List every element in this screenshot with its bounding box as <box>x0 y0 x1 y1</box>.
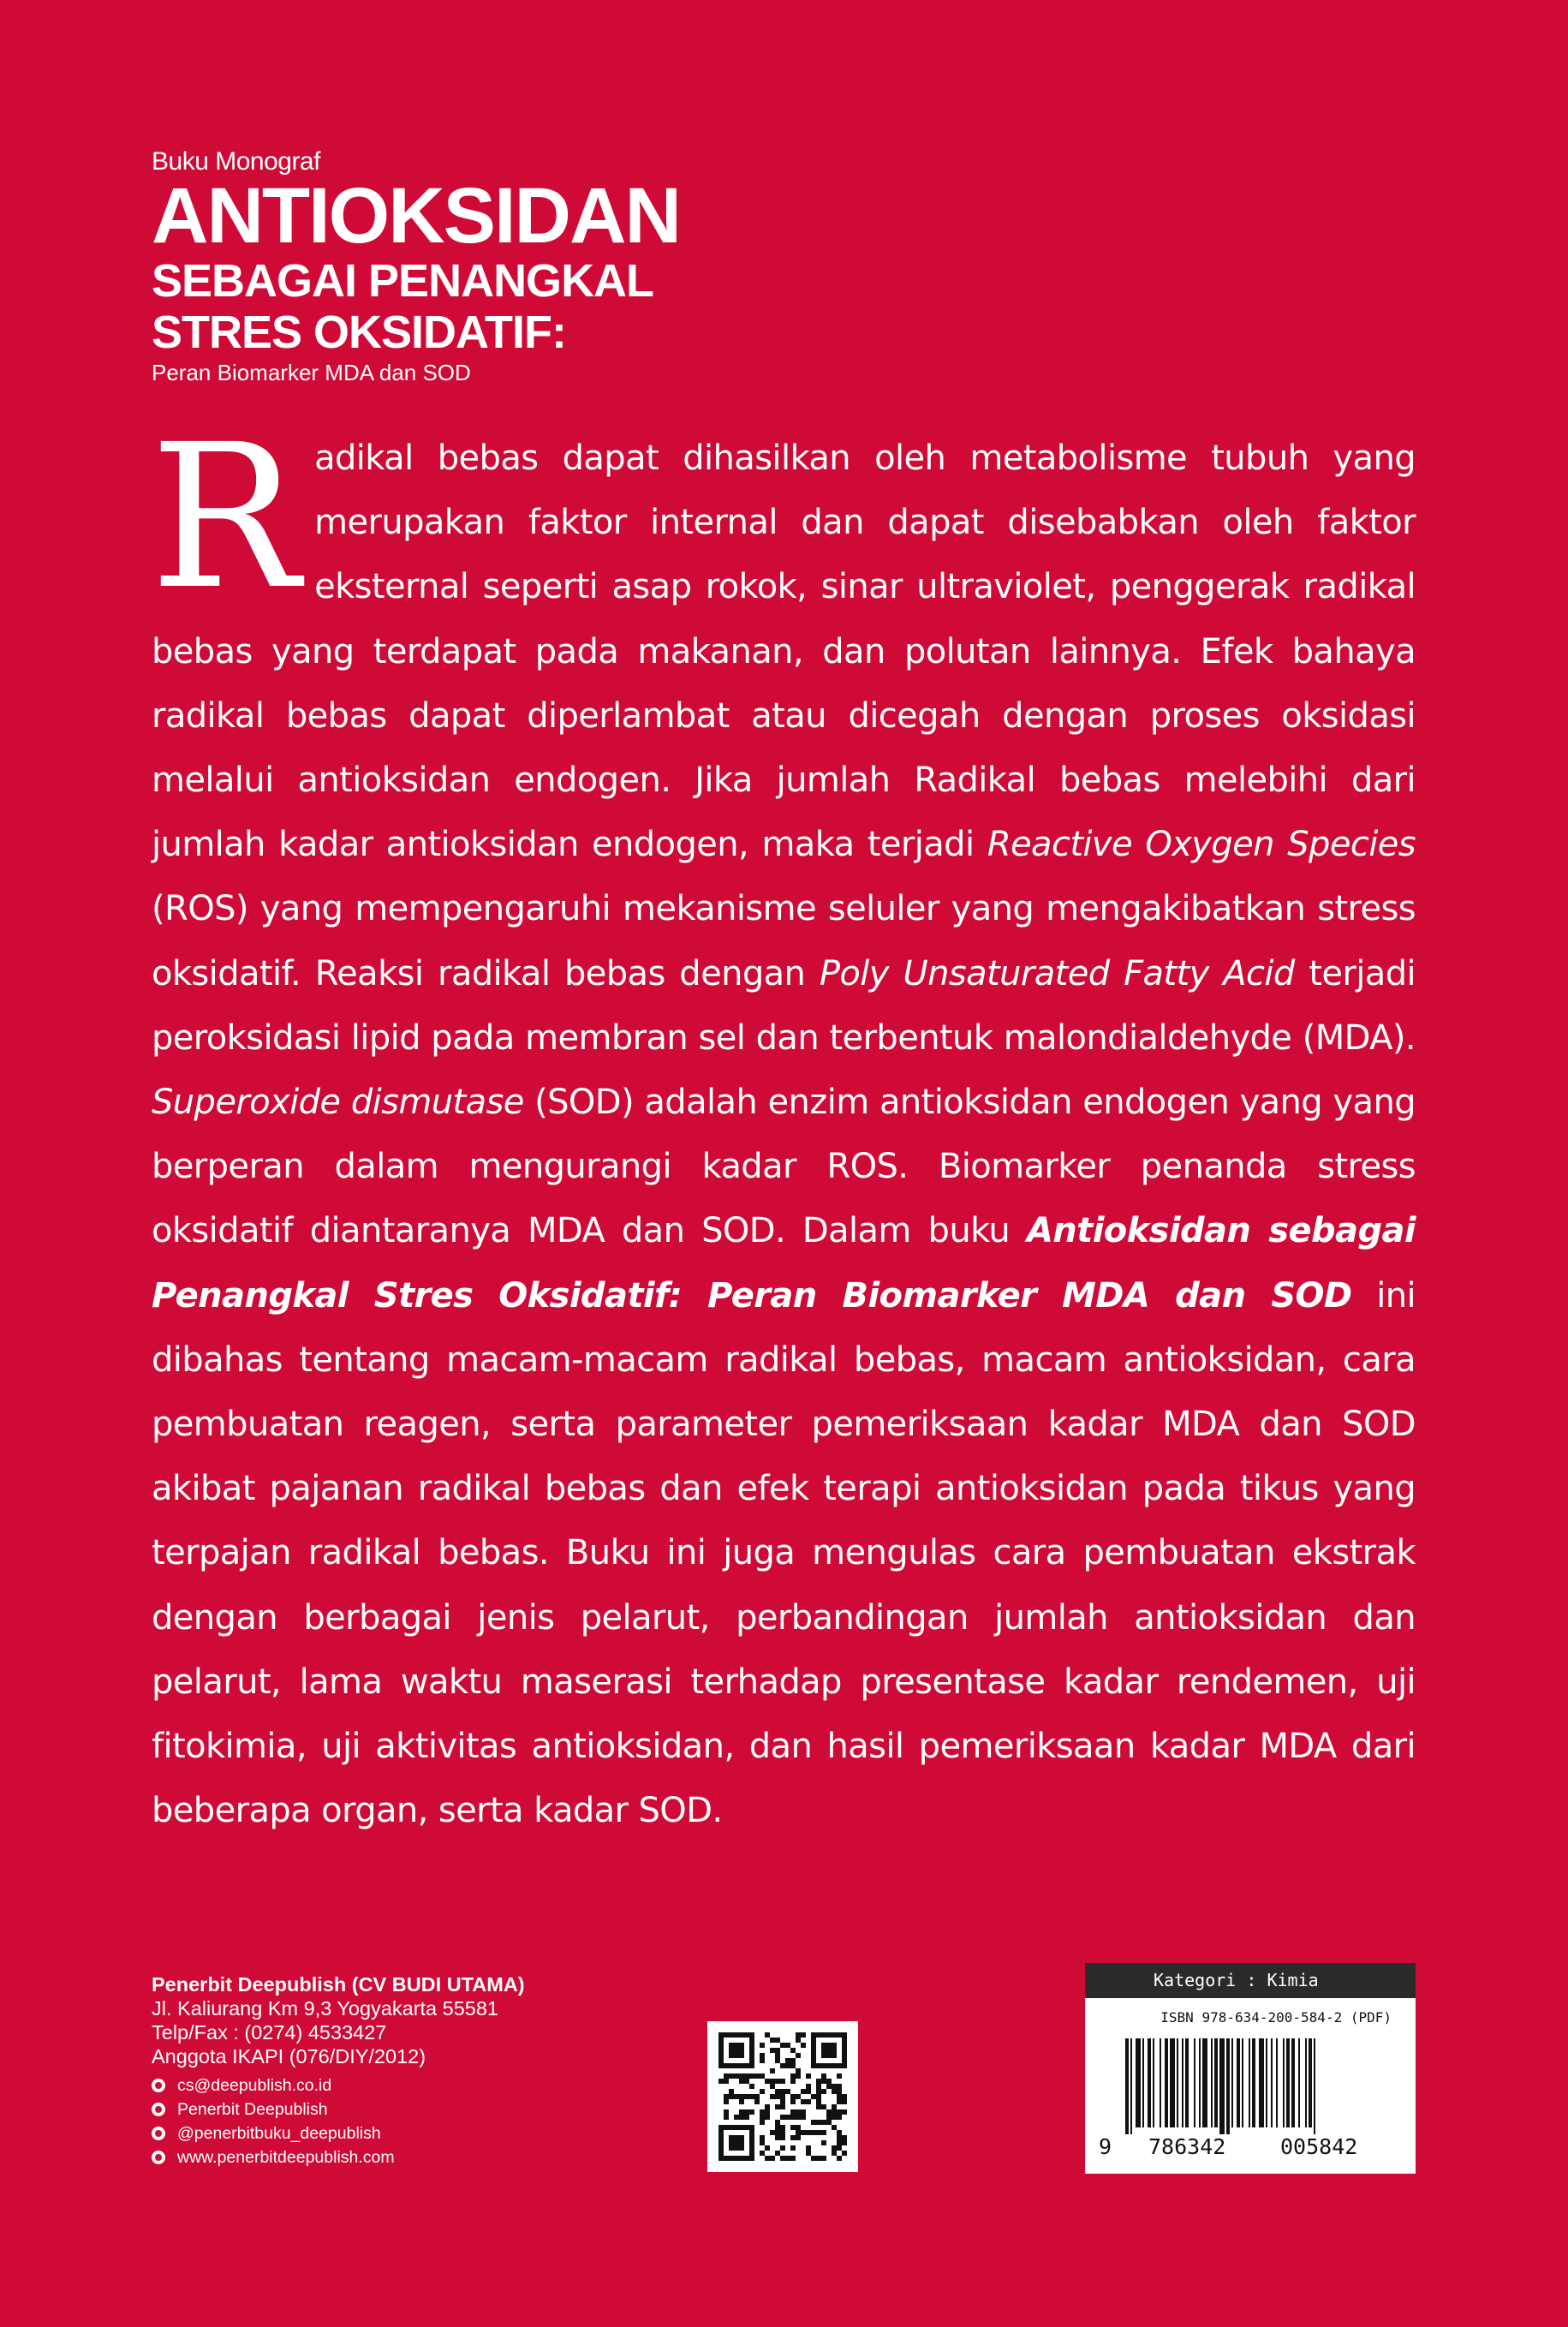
publisher-phone: Telp/Fax : (0274) 4533427 <box>152 2021 387 2044</box>
book-subtitle-line-2: STRES OKSIDATIF: <box>152 307 567 358</box>
cover-title-block <box>152 147 922 385</box>
contact-facebook: Penerbit Deepublish <box>152 2097 525 2121</box>
blurb-text-1: adikal bebas dapat dihasilkan oleh metabolisme tubuh yang merupakan faktor internal dan dapat disebabkan oleh faktor eksternal seperti asap rokok, sinar ultraviolet, penggerak radikal bebas yang terdapat pada makanan, dan polutan lainnya. Efek bahaya radikal bebas dapat diperlambat atau dicegah dengan proses oksidasi melalui antioksidan endogen. Jika jumlah Radikal bebas melebihi dari jumlah kadar antioksidan endogen, maka terjadi <box>152 439 1416 865</box>
contact-email: cs@deepublish.co.id <box>152 2073 525 2097</box>
blurb-text-3: terjadi peroksidasi lipid pada membran sel dan terbentuk malondialdehyde (MDA). <box>152 953 1416 1058</box>
category-label: Kategori : Kimia <box>1085 1963 1416 1998</box>
instagram-icon <box>152 2127 165 2140</box>
blurb-text-2: (ROS) yang mempengaruhi mekanisme seluler yang mengakibatkan stress oksidatif. Reaksi radikal bebas dengan <box>152 889 1416 993</box>
publisher-membership: Anggota IKAPI (076/DIY/2012) <box>152 2045 426 2067</box>
qr-code <box>707 2021 858 2172</box>
blurb-text-5: ini dibahas tentang macam-macam radikal bebas, macam antioksidan, cara pembuatan reagen, serta parameter pemeriksaan kadar MDA dan SOD akibat pajanan radikal bebas dan efek terapi antioksidan pada tikus yang terpajan radikal bebas. Buku ini juga mengulas cara pembuatan ekstrak dengan berbagai jenis pelarut, perbandingan jumlah antioksidan dan pelarut, lama waktu maserasi terhadap presentase kadar rendemen, uji fitokimia, uji aktivitas antioksidan, dan hasil pemeriksaan kadar MDA dari beberapa organ, serta kadar SOD. <box>152 1275 1416 1831</box>
isbn-text: ISBN 978-634-200-584-2 (PDF) <box>1160 2009 1392 2026</box>
book-tagline: Peran Biomarker MDA dan SOD <box>152 360 471 385</box>
blurb-book-title: Antioksidan sebagai Penangkal Stres Oksidatif: Peran Biomarker MDA dan SOD <box>152 1211 1416 1316</box>
book-title: ANTIOKSIDAN <box>152 172 680 260</box>
contact-instagram: @penerbitbuku_deepublish <box>152 2121 525 2145</box>
barcode-digits-left: 786342 <box>1148 2134 1226 2159</box>
blurb-italic-sod: Superoxide dismutase <box>152 1083 524 1123</box>
barcode-digits-right: 005842 <box>1280 2134 1358 2159</box>
facebook-icon <box>152 2103 165 2116</box>
publisher-name: Penerbit Deepublish (CV BUDI UTAMA) <box>152 1973 525 1996</box>
book-subtitle-line-1: SEBAGAI PENANGKAL <box>152 255 654 307</box>
contact-list <box>152 2073 525 2169</box>
email-icon <box>152 2079 165 2092</box>
barcode-bars <box>1125 2038 1379 2134</box>
globe-icon <box>152 2151 165 2164</box>
series-label: Buku Monograf <box>152 147 320 176</box>
blurb-paragraph <box>150 402 1416 1843</box>
publisher-address: Jl. Kaliurang Km 9,3 Yogyakarta 55581 <box>152 1997 498 2020</box>
publisher-info <box>152 1972 525 2169</box>
contact-website: www.penerbitdeepublish.com <box>152 2145 525 2169</box>
blurb-italic-ros: Reactive Oxygen Species <box>987 825 1416 865</box>
blurb-italic-pufa: Poly Unsaturated Fatty Acid <box>819 953 1295 993</box>
isbn-barcode-box <box>1085 1963 1416 2174</box>
blurb-text-4: (SOD) adalah enzim antioksidan endogen yang yang berperan dalam mengurangi kadar ROS. Biomarker penanda stress oksidatif diantaranya MDA dan SOD. Dalam buku <box>152 1083 1416 1251</box>
drop-cap: R <box>150 402 300 633</box>
barcode-digit-first: 9 <box>1099 2134 1112 2159</box>
